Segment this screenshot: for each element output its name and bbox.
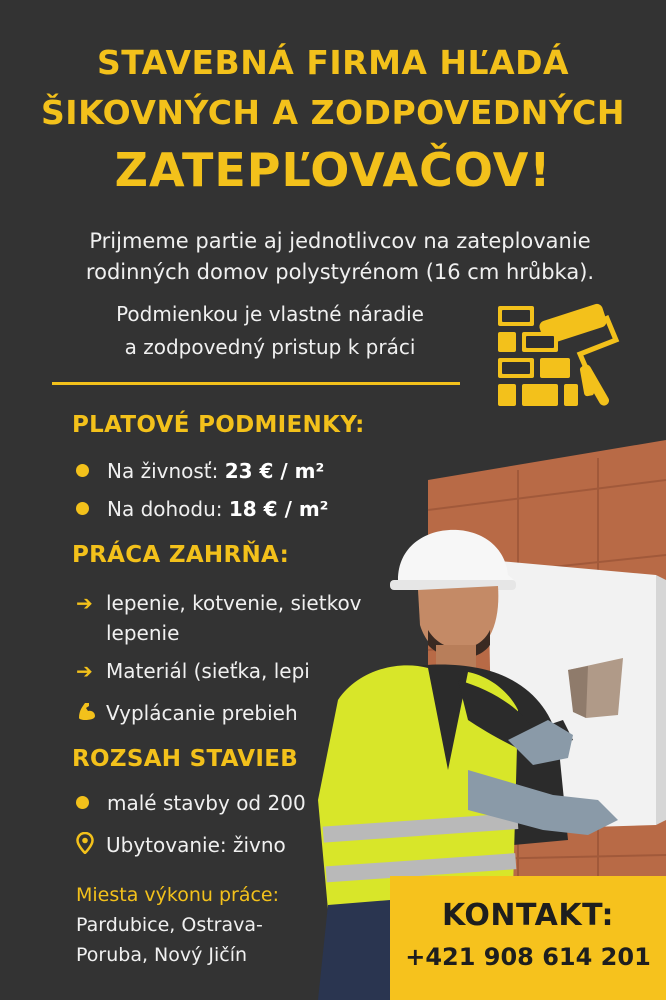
contact-phone[interactable]: +421 908 614 201 (405, 943, 651, 971)
work-item-3-text: Vyplácanie prebieh (106, 701, 298, 725)
scope-item-1 (76, 788, 306, 818)
intro-text (40, 226, 640, 288)
work-title: PRÁCA ZAHRŇA: (72, 542, 290, 568)
flexed-arm-icon (76, 700, 106, 730)
scope-item-1-text: malé stavby od 200 (107, 791, 306, 815)
scope-item-2 (76, 830, 286, 862)
contact-box (390, 876, 666, 1000)
locations-line1: Pardubice, Ostrava- (76, 914, 263, 936)
intro-line1: Prijmeme partie aj jednotlivcov na zateplovanie (89, 229, 591, 253)
salary-value: 18 € / m² (228, 497, 329, 521)
salary-title: PLATOVÉ PODMIENKY: (72, 412, 365, 438)
headline-line1: STAVEBNÁ FIRMA HĽADÁ (96, 43, 570, 82)
salary-item-zivnost (76, 456, 324, 486)
scope-item-2-text: Ubytovanie: živno (106, 833, 286, 857)
map-pin-icon (76, 832, 106, 862)
salary-label: Na dohodu: (107, 497, 229, 521)
work-item-1-text-cont: lepenie (106, 621, 180, 645)
divider (52, 382, 460, 385)
headline (0, 38, 666, 202)
bricks-trowel-roller-icon (494, 300, 624, 415)
work-item-2 (76, 656, 310, 686)
contact-title: KONTAKT: (442, 898, 614, 933)
intro-line2: rodinných domov polystyrénom (16 cm hrůbka). (85, 260, 595, 284)
condition-line2: a zodpovedný pristup k práci (124, 335, 416, 359)
locations-label: Miesta výkonu práce: (76, 884, 280, 906)
work-item-1-text: lepenie, kotvenie, sietkov (106, 591, 362, 615)
work-item-3 (76, 698, 298, 730)
work-item-2-text: Materiál (sieťka, lepi (106, 659, 310, 683)
dot-icon (76, 464, 89, 477)
arrow-right-icon: ➔ (76, 659, 93, 683)
work-item-1-cont (76, 618, 179, 648)
headline-line2: ŠIKOVNÝCH A ZODPOVEDNÝCH (41, 93, 625, 132)
scope-title: ROZSAH STAVIEB (72, 746, 299, 772)
work-locations (76, 880, 279, 970)
dot-icon (76, 796, 89, 809)
condition-text (60, 298, 480, 364)
salary-item-dohoda (76, 494, 328, 524)
dot-icon (76, 502, 89, 515)
arrow-right-icon: ➔ (76, 591, 93, 615)
headline-line3: ZATEPĽOVAČOV! (114, 143, 552, 197)
locations-line2: Poruba, Nový Jičín (76, 944, 248, 966)
condition-line1: Podmienkou je vlastné náradie (116, 302, 424, 326)
salary-label: Na živnosť: (107, 459, 225, 483)
salary-value: 23 € / m² (224, 459, 325, 483)
